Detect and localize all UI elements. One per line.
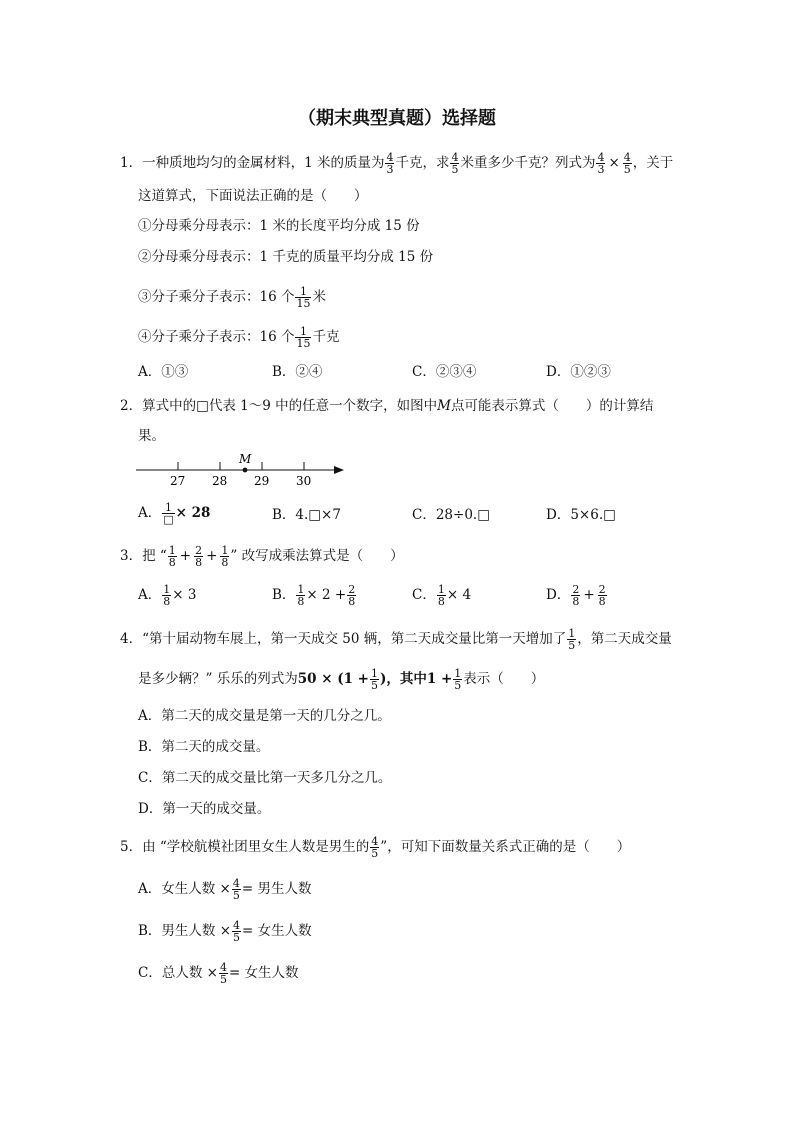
- fraction: $\frac{4}{5}$: [233, 919, 241, 944]
- tick-label-29: 29: [254, 474, 270, 488]
- times-sign: ×: [608, 155, 620, 171]
- q2-option-a[interactable]: A． $\frac{1}{□}$ × 28: [138, 501, 211, 526]
- tick-label-28: 28: [212, 474, 228, 488]
- fraction: $\frac{1}{8}$: [297, 583, 305, 608]
- q2-option-d[interactable]: D．5×6.□: [546, 507, 616, 523]
- q1-text: 米重多少千克？列式为: [460, 155, 596, 171]
- q4-option-c[interactable]: C．第二天的成交量比第一天多几分之几。: [138, 770, 392, 786]
- question-number: 3．: [120, 548, 143, 564]
- question-1-line-1: [120, 152, 673, 175]
- question-4-line-1: 4．“第十届动物车展上，第一天成交 50 辆，第二天成交量比第一天增加了 $\frac{1}{5}$ ，第二天成交量: [120, 627, 672, 652]
- fraction: $\frac{1}{5}$: [568, 627, 576, 652]
- fraction: $\frac{4}{5}$: [219, 961, 227, 986]
- fraction: $\frac{4}{5}$: [451, 151, 459, 176]
- fraction: $\frac{4}{5}$: [232, 877, 240, 902]
- question-number: 5．: [120, 839, 143, 855]
- fraction: $\frac{1}{15}$: [296, 325, 311, 350]
- question-5-line-1: 5．由 “学校航模社团里女生人数是男生的 $\frac{4}{5}$ ”，可知下面数量关系式正确的是（ ）: [120, 835, 631, 860]
- q3-option-b[interactable]: B． $\frac{1}{8}$ × 2 + $\frac{2}{8}$: [272, 583, 356, 608]
- fraction: $\frac{4}{5}$: [623, 151, 631, 176]
- q3-option-d[interactable]: D． $\frac{2}{8}$ + $\frac{2}{8}$: [546, 583, 606, 608]
- question-2-line-2: 果。: [138, 428, 165, 444]
- q1-option-b[interactable]: B．②④: [272, 364, 323, 380]
- fraction: $\frac{4}{3}$: [386, 151, 394, 176]
- fraction: $\frac{1}{15}$: [296, 285, 311, 310]
- fraction: $\frac{1}{□}$: [163, 501, 174, 526]
- page-title: （期末典型真题）选择题: [298, 108, 496, 129]
- fraction: $\frac{1}{5}$: [454, 667, 462, 692]
- q5-option-b[interactable]: B．男生人数 × $\frac{4}{5}$ = 女生人数: [138, 919, 312, 944]
- number-line: [130, 448, 360, 492]
- fraction: $\frac{4}{5}$: [371, 835, 379, 860]
- question-1-line-2: 这道算式，下面说法正确的是（ ）: [138, 188, 368, 204]
- fraction: $\frac{1}{8}$: [163, 583, 171, 608]
- q2-option-b[interactable]: B．4.□×7: [272, 507, 341, 523]
- fraction: $\frac{1}{8}$: [221, 544, 229, 569]
- q1-option-c[interactable]: C．②③④: [412, 364, 477, 380]
- question-3-line-1: 3．把 “ $\frac{1}{8}$ + $\frac{2}{8}$ + $\frac{1}{8}$ ” 改写成乘法算式是（ ）: [120, 544, 404, 569]
- statement-3: ③分子乘分子表示：16 个 $\frac{1}{15}$ 米: [138, 285, 326, 310]
- fraction: $\frac{2}{8}$: [348, 583, 356, 608]
- statement-1: ①分母乘分母表示：1 米的长度平均分成 15 份: [138, 218, 420, 234]
- q1-option-a[interactable]: A．①③: [138, 364, 189, 380]
- point-m-label: M: [239, 452, 252, 466]
- fraction: $\frac{2}{8}$: [572, 583, 580, 608]
- arrow-icon: [334, 466, 344, 474]
- q1-text: 千克，求: [395, 155, 450, 171]
- q4-option-d[interactable]: D．第一天的成交量。: [138, 801, 271, 817]
- statement-2: ②分母乘分母表示：1 千克的质量平均分成 15 份: [138, 249, 434, 265]
- tick-label-30: 30: [296, 474, 312, 488]
- q3-option-c[interactable]: C． $\frac{1}{8}$ × 4: [412, 583, 472, 608]
- question-4-line-2: 是多少辆？” 乐乐的列式为50 × (1 + $\frac{1}{5}$ )，其中1 + $\frac{1}{5}$ 表示（ ）: [138, 667, 545, 692]
- question-number: 1．: [120, 155, 143, 171]
- q4-option-a[interactable]: A．第二天的成交量是第一天的几分之几。: [138, 708, 391, 724]
- fraction: $\frac{1}{8}$: [168, 544, 176, 569]
- q5-option-a[interactable]: A．女生人数 × $\frac{4}{5}$ = 男生人数: [138, 877, 312, 902]
- q1-option-d[interactable]: D．①②③: [546, 364, 611, 380]
- question-number: 4．: [120, 631, 143, 647]
- q2-option-c[interactable]: C．28÷0.□: [412, 507, 490, 523]
- q3-option-a[interactable]: A． $\frac{1}{8}$ × 3: [138, 583, 197, 608]
- q1-text: ，关于: [632, 155, 674, 171]
- fraction: $\frac{4}{3}$: [597, 151, 605, 176]
- fraction: $\frac{1}{5}$: [371, 667, 378, 692]
- question-2-line-1: 2．算式中的□代表 1～9 中的任意一个数字，如图中M点可能表示算式（ ）的计算结: [120, 398, 654, 414]
- q4-option-b[interactable]: B．第二天的成交量。: [138, 739, 270, 755]
- fraction: $\frac{1}{8}$: [437, 583, 445, 608]
- statement-4: ④分子乘分子表示：16 个 $\frac{1}{15}$ 千克: [138, 325, 340, 350]
- q1-text: 一种质地均匀的金属材料，1 米的质量为: [142, 155, 385, 171]
- tick-label-27: 27: [170, 474, 186, 488]
- fraction: $\frac{2}{8}$: [598, 583, 606, 608]
- fraction: $\frac{2}{8}$: [195, 544, 203, 569]
- q5-option-c[interactable]: C．总人数 × $\frac{4}{5}$ = 女生人数: [138, 961, 299, 986]
- question-number: 2．: [120, 398, 143, 414]
- point-m: [243, 468, 248, 473]
